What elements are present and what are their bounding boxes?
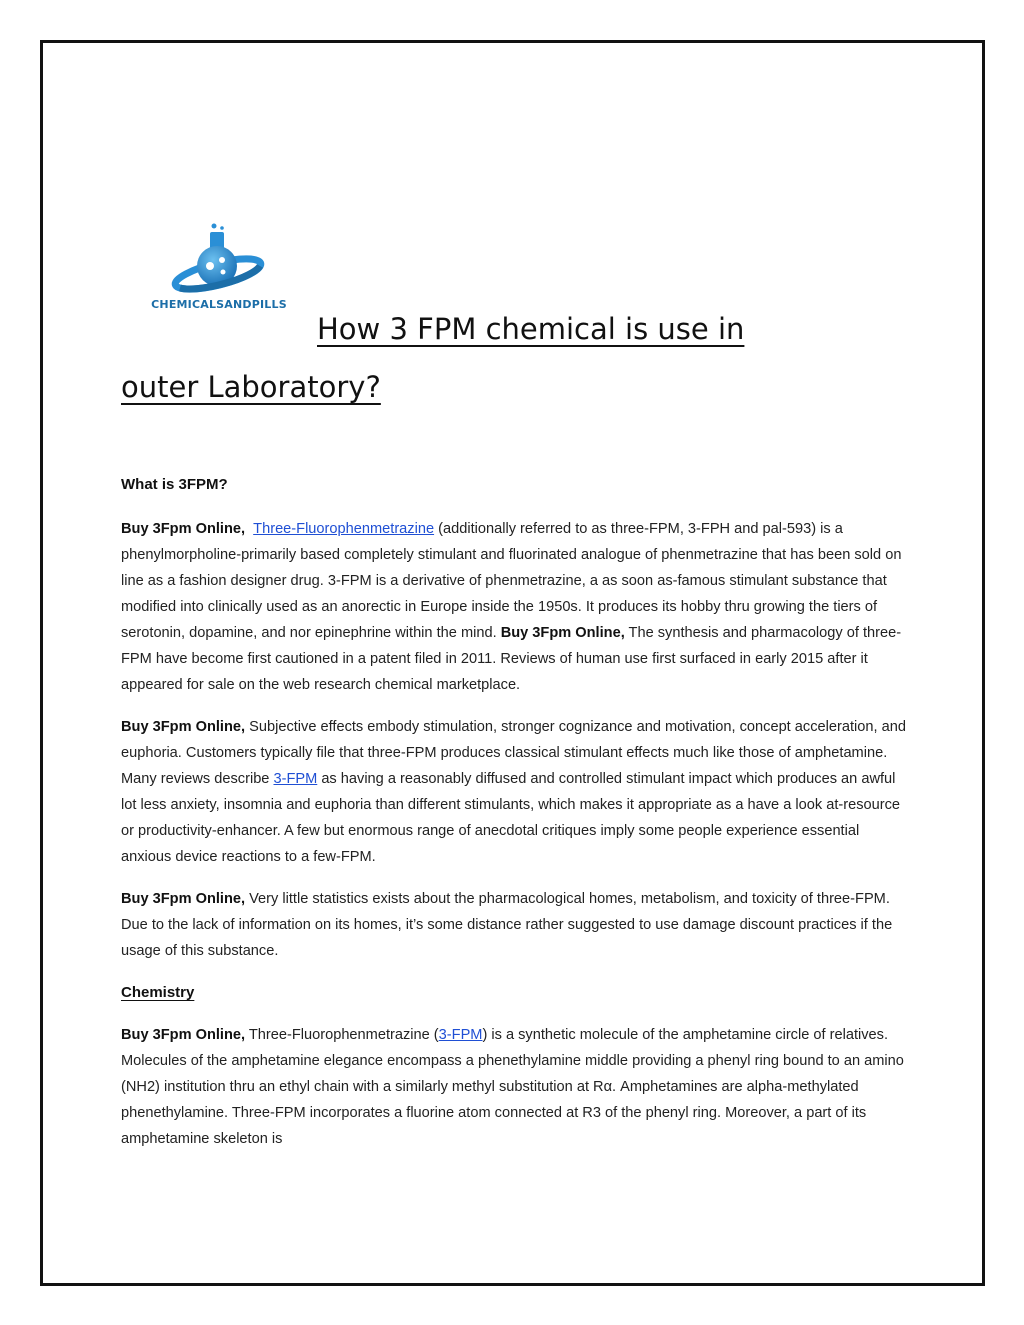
bold-lead: Buy 3Fpm Online,	[121, 891, 246, 907]
paragraph-2: Buy 3Fpm Online, Subjective effects embody stimulation, stronger cognizance and motivation, concept acceleration, and euphoria. Customers typically file that three-FPM produces classical stimulant effects much like those of amphetamine. Many reviews describe 3-FPM as having a reasonably diffused and controlled stimulant impact which produces an awful lot less anxiety, insomnia and euphoria than different stimulants, which makes it appropriate as a have a look at-resource or productivity-enhancer. A few but enormous range of anecdotal critiques imply some people experience essential anxious device reactions to a few-FPM.	[121, 719, 906, 865]
link-three-fluorophenmetrazine[interactable]: Three-Fluorophenmetrazine	[253, 521, 435, 537]
bold-lead: Buy 3Fpm Online,	[121, 521, 246, 537]
title-line-1: How 3 FPM chemical is use in	[317, 312, 745, 346]
flask-planet-icon	[132, 222, 304, 302]
logo-text: CHEMICALSANDPILLS	[151, 298, 287, 311]
link-3-fpm[interactable]: 3-FPM	[273, 771, 318, 787]
page-title	[121, 300, 881, 416]
section-heading-what-is-3fpm: What is 3FPM?	[121, 476, 228, 493]
title-line-2: outer Laboratory?	[121, 370, 381, 404]
section-heading-chemistry: Chemistry	[121, 984, 195, 1001]
bold-lead: Buy 3Fpm Online,	[121, 1027, 246, 1043]
paragraph-3: Buy 3Fpm Online, Very little statistics exists about the pharmacological homes, metabolism, and toxicity of three-FPM. Due to the lack of information on its homes, it’s some distance rather suggested to use damage discount practices if the usage of this substance.	[121, 891, 893, 959]
paragraph-4: Buy 3Fpm Online, Three-Fluorophenmetrazine (3-FPM) is a synthetic molecule of the amphetamine circle of relatives. Molecules of the amphetamine elegance encompass a phenethylamine middle providing a phenyl ring bound to an amino (NH2) institution thru an ethyl chain with a similarly methyl substitution at Rα. Amphetamines are alpha-methylated phenethylamine. Three-FPM incorporates a fluorine atom connected at R3 of the phenyl ring. Moreover, a part of its amphetamine skeleton is	[121, 1027, 904, 1147]
bold-lead: Buy 3Fpm Online,	[121, 719, 246, 735]
paragraph-1: Buy 3Fpm Online, Three-Fluorophenmetrazine (additionally referred to as three-FPM, 3-FPH and pal-593) is a phenylmorpholine-primarily based completely stimulant and fluorinated analogue of phenmetrazine that has been sold on line as a fashion designer drug. 3-FPM is a derivative of phenmetrazine, a as soon as-famous stimulant substance that modified into clinically used as an anorectic in Europe inside the 1950s. It produces its hobby thru growing the tiers of serotonin, dopamine, and nor epinephrine within the mind. Buy 3Fpm Online, The synthesis and pharmacology of three-FPM have become first cautioned in a patent filed in 2011. Reviews of human use first surfaced in early 2015 after it appeared for sale on the web research chemical marketplace.	[121, 521, 902, 693]
link-3-fpm[interactable]: 3-FPM	[438, 1027, 483, 1043]
article-body	[121, 472, 911, 1152]
bold-lead: Buy 3Fpm Online,	[500, 625, 625, 641]
